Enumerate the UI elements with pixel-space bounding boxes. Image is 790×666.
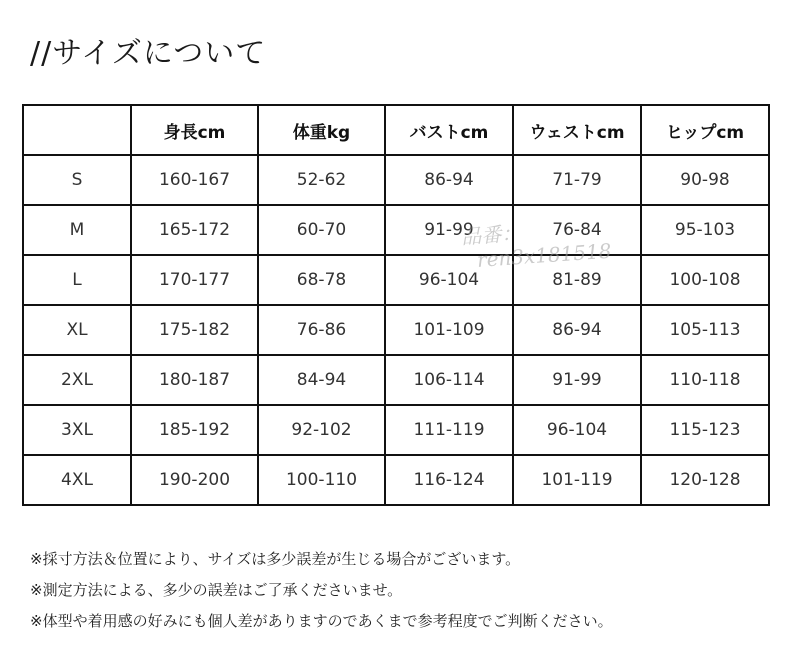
waist-cell: 76-84 — [513, 205, 641, 255]
bust-cell: 116-124 — [385, 455, 513, 505]
size-cell: L — [23, 255, 131, 305]
height-cell: 170-177 — [131, 255, 258, 305]
table-row — [23, 255, 769, 305]
height-cell: 190-200 — [131, 455, 258, 505]
hip-cell: 90-98 — [641, 155, 769, 205]
header-size — [23, 105, 131, 155]
height-cell: 175-182 — [131, 305, 258, 355]
header-height: 身長cm — [131, 105, 258, 155]
note-method-error: ※測定方法による、多少の誤差はご了承くださいませ。 — [30, 581, 403, 599]
waist-cell: 86-94 — [513, 305, 641, 355]
weight-cell: 100-110 — [258, 455, 385, 505]
page-title: //サイズについて — [30, 36, 267, 71]
hip-cell: 100-108 — [641, 255, 769, 305]
weight-cell: 60-70 — [258, 205, 385, 255]
height-cell: 160-167 — [131, 155, 258, 205]
weight-cell: 92-102 — [258, 405, 385, 455]
table-row — [23, 205, 769, 255]
header-weight: 体重kg — [258, 105, 385, 155]
size-cell: XL — [23, 305, 131, 355]
header-hip: ヒップcm — [641, 105, 769, 155]
bust-cell: 96-104 — [385, 255, 513, 305]
bust-cell: 86-94 — [385, 155, 513, 205]
bust-cell: 111-119 — [385, 405, 513, 455]
bust-cell: 91-99 — [385, 205, 513, 255]
height-cell: 180-187 — [131, 355, 258, 405]
waist-cell: 101-119 — [513, 455, 641, 505]
weight-cell: 76-86 — [258, 305, 385, 355]
header-bust: バストcm — [385, 105, 513, 155]
size-cell: 2XL — [23, 355, 131, 405]
table-row — [23, 305, 769, 355]
hip-cell: 115-123 — [641, 405, 769, 455]
waist-cell: 91-99 — [513, 355, 641, 405]
header-waist: ウェストcm — [513, 105, 641, 155]
table-header-row — [23, 105, 769, 155]
size-cell: M — [23, 205, 131, 255]
hip-cell: 110-118 — [641, 355, 769, 405]
bust-cell: 106-114 — [385, 355, 513, 405]
note-individual-difference: ※体型や着用感の好みにも個人差がありますのであくまで参考程度でご判断ください。 — [30, 612, 613, 630]
size-table — [22, 104, 770, 506]
note-measurement-error: ※採寸方法＆位置により、サイズは多少誤差が生じる場合がございます。 — [30, 550, 521, 568]
weight-cell: 84-94 — [258, 355, 385, 405]
size-cell: 3XL — [23, 405, 131, 455]
waist-cell: 71-79 — [513, 155, 641, 205]
table-row — [23, 455, 769, 505]
watermark-label: 品番： — [460, 220, 523, 249]
table-row — [23, 355, 769, 405]
hip-cell: 105-113 — [641, 305, 769, 355]
weight-cell: 52-62 — [258, 155, 385, 205]
size-cell: S — [23, 155, 131, 205]
table-row — [23, 155, 769, 205]
hip-cell: 120-128 — [641, 455, 769, 505]
size-cell: 4XL — [23, 455, 131, 505]
height-cell: 185-192 — [131, 405, 258, 455]
height-cell: 165-172 — [131, 205, 258, 255]
waist-cell: 96-104 — [513, 405, 641, 455]
waist-cell: 81-89 — [513, 255, 641, 305]
size-notes — [30, 544, 770, 637]
hip-cell: 95-103 — [641, 205, 769, 255]
watermark-code: ren3x181518 — [476, 238, 613, 272]
table-row — [23, 405, 769, 455]
bust-cell: 101-109 — [385, 305, 513, 355]
weight-cell: 68-78 — [258, 255, 385, 305]
